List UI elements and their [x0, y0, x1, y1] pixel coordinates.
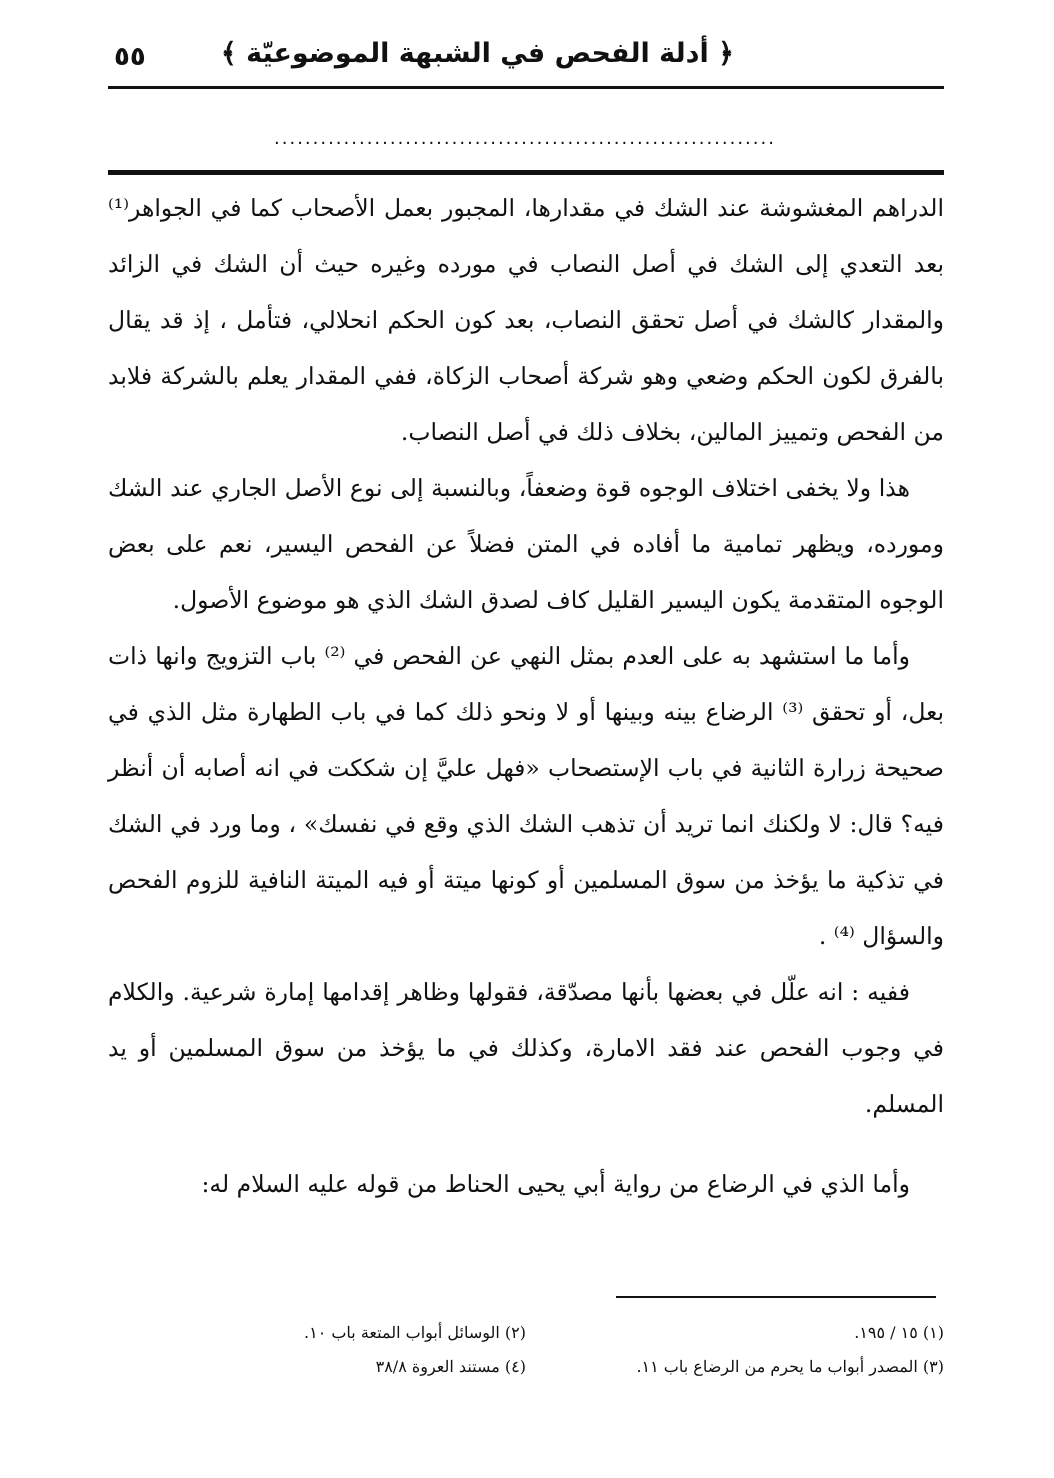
running-title: ﴿ أدلة الفحص في الشبهة الموضوعيّة ﴾ — [220, 38, 734, 69]
paragraph: ففيه : انه علّل في بعضها بأنها مصدّقة، فقولها وظاهر إقدامها إمارة شرعية. والكلام في وجوب الفحص عند فقد الامارة، وكذلك في ما يؤخذ من سوق المسلمين أو يد المسلم. — [108, 978, 944, 1118]
footnote: (٣) المصدر أبواب ما يحرم من الرضاع باب ١١. — [636, 1357, 944, 1376]
footnote: (٤) مستند العروة ٣٨/٨ — [375, 1357, 526, 1376]
page-header — [108, 38, 944, 86]
paragraph: هذا ولا يخفى اختلاف الوجوه قوة وضعفاً، وبالنسبة إلى نوع الأصل الجاري عند الشك ومورده، ويظهر تمامية ما أفاده في المتن فضلاً عن الفحص اليسير، نعم على بعض الوجوه المتقدمة يكون اليسير القليل كاف لصدق الشك الذي هو موضوع الأصول. — [108, 474, 944, 614]
footnotes — [108, 1316, 944, 1384]
dotted-separator: ................................................................. — [274, 128, 776, 149]
body-text — [108, 180, 944, 1235]
page-number: ٥٥ — [114, 42, 146, 72]
footnote: (٢) الوسائل أبواب المتعة باب ١٠. — [304, 1323, 526, 1342]
section-rule — [108, 170, 944, 175]
footnote: (١) ١٥ / ١٩٥. — [854, 1323, 944, 1342]
paragraph: الدراهم المغشوشة عند الشك في مقدارها، المجبور بعمل الأصحاب كما في الجواهر⁽¹⁾ بعد التعدي إلى الشك في أصل النصاب في مورده وغيره حيث أن الشك في الزائد والمقدار كالشك في أصل تحقق النصاب، بعد كون الحكم انحلالي، فتأمل ، إذ قد يقال بالفرق لكون الحكم وضعي وهو شركة أصحاب الزكاة، ففي المقدار يعلم بالشركة فلابد من الفحص وتمييز المالين، بخلاف ذلك في أصل النصاب. — [108, 194, 944, 446]
paragraph: وأما الذي في الرضاع من رواية أبي يحيى الحناط من قوله عليه السلام له: — [201, 1169, 910, 1198]
footnote-row — [108, 1316, 944, 1350]
footnote-row — [108, 1350, 944, 1384]
footnote-rule — [616, 1296, 936, 1298]
header-rule — [108, 86, 944, 89]
paragraph: وأما ما استشهد به على العدم بمثل النهي عن الفحص في ⁽²⁾ باب التزويج وانها ذات بعل، أو تحقق ⁽³⁾ الرضاع بينه وبينها أو لا ونحو ذلك كما في باب الطهارة مثل الذي في صحيحة زرارة الثانية في باب الإستصحاب «فهل عليَّ إن شككت في انه أصابه أن أنظر فيه؟ قال: لا ولكنك انما تريد أن تذهب الشك الذي وقع في نفسك» ، وما ورد في الشك في تذكية ما يؤخذ من سوق المسلمين أو كونها ميتة أو فيه الميتة النافية للزوم الفحص والسؤال ⁽⁴⁾ . — [108, 642, 945, 950]
